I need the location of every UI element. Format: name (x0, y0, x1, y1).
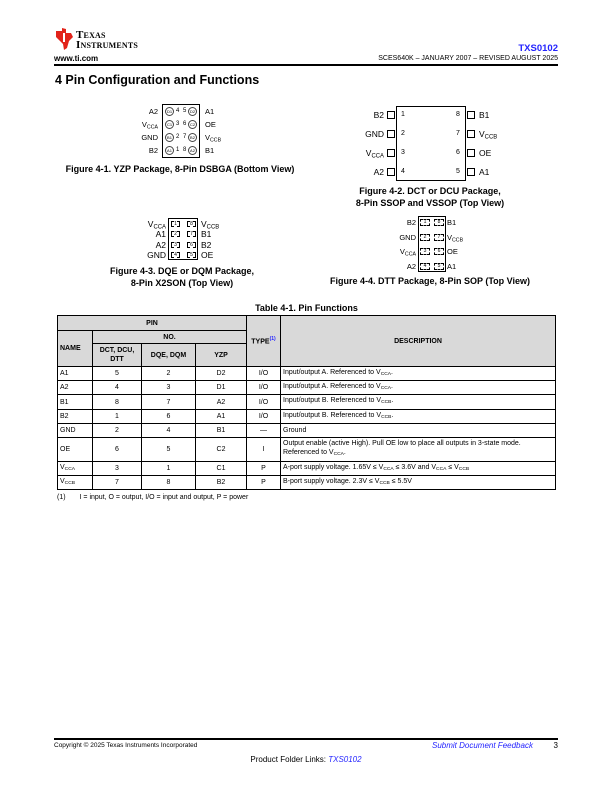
text-segment: B2 (148, 146, 158, 155)
pin-dqe: 6 (142, 409, 196, 423)
pin-description (281, 409, 556, 423)
pin-label-left (407, 262, 416, 271)
text-segment: B1 (205, 146, 215, 155)
header-type (247, 316, 281, 367)
text-segment: V (479, 129, 485, 139)
header-dct: DCT, DCU, DTT (93, 344, 142, 367)
pin-number: 8 (456, 111, 460, 118)
pin-label-right (479, 167, 489, 177)
text-segment: B2 (373, 110, 384, 120)
pin-label-right (205, 120, 216, 129)
pin-pad: 4 (420, 263, 430, 270)
footer-rule (54, 738, 558, 740)
text-segment: Ground (283, 426, 307, 434)
pin-pad: 1 (171, 221, 180, 227)
pin-label-left (141, 133, 158, 142)
text-segment: OE (447, 247, 458, 256)
pin-description (281, 395, 556, 409)
pin-label-right (201, 240, 211, 250)
text-segment: V (60, 463, 65, 471)
caption-line: 8-Pin SSOP and VSSOP (Top View) (355, 198, 505, 208)
header-name: NAME (58, 331, 93, 367)
table-row (58, 409, 556, 423)
pin-dqe: 4 (142, 423, 196, 437)
pin-dct: 5 (93, 367, 142, 381)
copyright: Copyright © 2025 Texas Instruments Incorporated (54, 742, 198, 749)
pin-type: P (247, 461, 281, 475)
pin-pad (387, 130, 395, 138)
pin-yzp: C2 (196, 437, 247, 461)
pin-label-right (479, 148, 491, 158)
pin-pad (387, 111, 395, 119)
text-segment: A1 (205, 107, 215, 116)
pin-name (58, 423, 93, 437)
text-segment: B-port supply voltage. 2.3V ≤ V (283, 478, 380, 486)
figure-4-3-caption (72, 265, 292, 289)
pin-type: I/O (247, 367, 281, 381)
subscript-text: CCB (458, 467, 470, 473)
text-segment: B2 (60, 412, 69, 420)
pin-number: 5 (183, 108, 187, 114)
pin-number: 8 (183, 147, 187, 153)
pin-dqe: 3 (142, 381, 196, 395)
text-segment: A1 (155, 229, 166, 240)
pin-name (58, 381, 93, 395)
pin-label-left (142, 120, 158, 132)
pin-description (281, 437, 556, 461)
caption-line: Figure 4-3. DQE or DQM Package, (109, 266, 255, 276)
pin-name (58, 461, 93, 475)
pin-pad: 7 (187, 231, 196, 237)
header-dqe: DQE, DQM (142, 344, 196, 367)
figure-4-2-caption (320, 185, 540, 209)
pin-dct: 4 (93, 381, 142, 395)
pin-pad (467, 111, 475, 119)
pin-label-left (365, 129, 384, 139)
text-segment: . (391, 369, 393, 376)
pin-label-right (447, 247, 458, 256)
text-segment: . (391, 411, 394, 419)
table-row (58, 461, 556, 475)
pin-label-left (156, 229, 166, 239)
subscript-text: CCA (380, 386, 392, 392)
pin-dct: 3 (93, 461, 142, 475)
pin-label-right (479, 110, 489, 120)
pin-dqe: 7 (142, 395, 196, 409)
subscript-text: CCA (64, 467, 75, 473)
subscript-text: CCA (371, 153, 384, 160)
logo-line1: Texas (76, 29, 106, 41)
pin-yzp: B2 (196, 476, 247, 490)
text-segment: GND (141, 133, 158, 142)
text-segment: V (60, 478, 65, 486)
text-segment: V (147, 219, 154, 229)
subscript-text: CCB (379, 481, 390, 487)
pin-name (58, 367, 93, 381)
submit-feedback-link[interactable]: Submit Document Feedback (432, 741, 533, 750)
pin-dqe: 8 (142, 476, 196, 490)
pin-label-left (400, 247, 416, 259)
pin-label-left (149, 146, 158, 155)
pin-name (58, 409, 93, 423)
pin-number: 3 (176, 121, 180, 127)
header-yzp: YZP (196, 344, 247, 367)
text-segment: V (141, 120, 147, 129)
text-segment: A2 (373, 167, 384, 177)
text-segment: A1 (447, 261, 457, 271)
subscript-text: CCA (380, 372, 392, 378)
pin-dct: 1 (93, 409, 142, 423)
caption-line: 8-Pin X2SON (Top View) (130, 278, 234, 288)
pin-number: 4 (176, 108, 180, 114)
pin-pad: 8 (187, 221, 196, 227)
ball: A2 (188, 146, 197, 155)
header-rule (54, 64, 558, 66)
pin-label-left (147, 250, 166, 260)
pin-pad (387, 149, 395, 157)
ball-d1: B1 (165, 133, 174, 142)
pin-dct: 7 (93, 476, 142, 490)
pin-type: I/O (247, 395, 281, 409)
subscript-text: CCA (404, 251, 416, 258)
text-segment: OE (479, 148, 492, 158)
header-type-label: TYPE (251, 338, 270, 346)
pin-number: 7 (456, 130, 460, 137)
subscript-text: CCB (210, 137, 222, 144)
header-description: DESCRIPTION (281, 316, 556, 367)
figure-4-1-caption: Figure 4-1. YZP Package, 8-Pin DSBGA (Bottom View) (65, 164, 295, 174)
ball-d1: D1 (166, 109, 173, 114)
footnote-mark: (1) (57, 494, 66, 501)
pin-name (58, 395, 93, 409)
text-segment: ≤ 5.5V (389, 478, 412, 486)
pin-yzp: B1 (196, 423, 247, 437)
ball: C2 (189, 122, 196, 127)
pin-label-left (374, 110, 384, 120)
pin-label-left (366, 148, 384, 161)
text-segment: V (201, 219, 207, 229)
page-number: 3 (553, 741, 558, 750)
pin-dct: 8 (93, 395, 142, 409)
text-segment: V (205, 133, 211, 142)
text-segment: V (399, 247, 405, 256)
pin-pad (387, 168, 395, 176)
table-row (58, 367, 556, 381)
table-title: Table 4-1. Pin Functions (255, 303, 358, 313)
pin-type: I (247, 437, 281, 461)
figure-4-4-caption: Figure 4-4. DTT Package, 8-Pin SOP (Top View) (329, 276, 531, 286)
pin-yzp: D1 (196, 381, 247, 395)
pin-pad: 2 (171, 231, 180, 237)
text-segment: . (391, 383, 393, 391)
table-row (58, 395, 556, 409)
pin-pad: 6 (434, 248, 444, 255)
pin-label-left (149, 107, 158, 116)
pin-dqe: 1 (142, 461, 196, 475)
pin-type: I/O (247, 409, 281, 423)
pin-label-right (447, 233, 463, 245)
text-segment: GND (365, 129, 384, 139)
pin-type: I/O (247, 381, 281, 395)
pin-description (281, 381, 556, 395)
subscript-text: CCB (381, 400, 392, 406)
website-link[interactable]: www.ti.com (54, 54, 99, 63)
ball-d1: C1 (166, 122, 173, 127)
text-segment: A1 (60, 370, 69, 378)
subscript-text: CCA (333, 452, 344, 458)
text-segment: Input/output B. Referenced to V (283, 397, 382, 405)
pin-number: 1 (176, 147, 180, 153)
text-segment: Input/output A. Referenced to V (283, 383, 381, 391)
text-segment: B1 (201, 229, 212, 240)
pin-pad: 6 (187, 242, 196, 248)
part-number-link[interactable]: TXS0102 (518, 43, 558, 54)
text-segment: Input/output B. Referenced to V (283, 411, 382, 419)
pin-label-left (374, 167, 384, 177)
table-footnote (57, 494, 248, 501)
pin-pad: 2 (420, 234, 430, 241)
text-segment: OE (60, 445, 71, 453)
text-segment: B1 (60, 398, 69, 406)
text-segment: B2 (201, 239, 212, 250)
pin-label-left (156, 240, 166, 250)
pin-number: 6 (183, 121, 187, 127)
pin-label-right (201, 250, 213, 260)
text-segment: A2 (155, 239, 166, 250)
pin-label-right (447, 262, 456, 271)
pin-number: 7 (183, 134, 187, 140)
text-segment: OE (205, 120, 216, 129)
product-folder-links (0, 755, 612, 764)
pin-name (58, 437, 93, 461)
pin-yzp: C1 (196, 461, 247, 475)
header-pin: PIN (58, 316, 247, 331)
pin-description (281, 461, 556, 475)
subscript-text: CCA (146, 124, 158, 131)
pin-label-right (205, 133, 221, 145)
text-segment: B1 (479, 110, 490, 120)
pin-dct: 6 (93, 437, 142, 461)
doc-revision: SCES640K – JANUARY 2007 – REVISED AUGUST 2025 (378, 55, 558, 62)
table-row (58, 476, 556, 490)
pin-pad: 3 (171, 242, 180, 248)
pin-pad (467, 130, 475, 138)
pin-number: 3 (401, 149, 405, 156)
pin-pad: 8 (434, 219, 444, 226)
text-segment: B1 (447, 218, 457, 227)
text-segment: A2 (60, 384, 69, 392)
pin-label-right (201, 229, 211, 239)
text-segment: ≤ 3.6V and V (393, 463, 437, 471)
links-label: Product Folder Links: (250, 755, 329, 764)
text-segment: A2 (406, 261, 416, 271)
subscript-text: CCB (381, 414, 392, 420)
text-segment: V (447, 232, 453, 242)
pin-pad: 5 (434, 263, 444, 270)
ball-d1: A1 (165, 146, 174, 155)
text-segment: OE (201, 249, 214, 260)
pin-number: 6 (456, 149, 460, 156)
pin-dqe: 5 (142, 437, 196, 461)
text-segment: A1 (479, 167, 490, 177)
pin-pad: 3 (420, 248, 430, 255)
subscript-text: CCB (206, 224, 220, 231)
pin-type: P (247, 476, 281, 490)
pin-number: 1 (401, 111, 405, 118)
pin-description (281, 423, 556, 437)
text-segment: Input/output A. Referenced to V (283, 369, 381, 376)
subscript-text: CCB (484, 134, 498, 141)
pin-number: 2 (401, 130, 405, 137)
pin-dqe: 2 (142, 367, 196, 381)
ti-logo-icon (54, 28, 74, 50)
pin-yzp: A1 (196, 409, 247, 423)
pin-label-left (407, 218, 416, 227)
pin-pad (467, 168, 475, 176)
pin-description (281, 367, 556, 381)
section-title: 4 Pin Configuration and Functions (55, 73, 260, 87)
logo-line2: Instruments (76, 39, 139, 51)
caption-line: Figure 4-2. DCT or DCU Package, (359, 186, 501, 196)
text-segment: ≤ V (446, 463, 459, 471)
subscript-text: CCB (452, 236, 464, 243)
pin-label-left (399, 233, 416, 242)
footnote-text: I = input, O = output, I/O = input and output, P = power (79, 494, 249, 501)
product-folder-link[interactable]: TXS0102 (328, 755, 362, 764)
ball: B2 (188, 133, 197, 142)
text-segment: GND (60, 426, 76, 434)
text-segment: A-port supply voltage. 1.65V ≤ V (283, 463, 384, 471)
subscript-text: CCA (436, 467, 447, 473)
pin-functions-table (57, 315, 556, 490)
pin-number: 4 (401, 168, 405, 175)
text-segment: . (343, 449, 346, 457)
text-segment: V (365, 148, 372, 158)
pin-yzp: D2 (196, 367, 247, 381)
pin-label-right (205, 107, 214, 116)
pin-pad: 7 (434, 234, 444, 241)
pin-dct: 2 (93, 423, 142, 437)
table-row (58, 381, 556, 395)
subscript-text: CCA (153, 224, 166, 231)
text-segment: Output enable (active High). Pull OE low to place all outputs in 3-state mode. Referenced to V (283, 440, 521, 457)
text-segment: . (391, 397, 394, 405)
ball: D2 (189, 109, 196, 114)
pin-pad (467, 149, 475, 157)
pin-pad: 5 (187, 252, 196, 258)
pin-number: 2 (176, 134, 180, 140)
table-row (58, 423, 556, 437)
table-row (58, 437, 556, 461)
pin-number: 5 (456, 168, 460, 175)
text-segment: B2 (406, 218, 416, 227)
pin-pad: 4 (171, 252, 180, 258)
subscript-text: CCB (64, 481, 75, 487)
pin-type: — (247, 423, 281, 437)
pin-name (58, 476, 93, 490)
header-no: NO. (93, 331, 247, 344)
pin-label-right (479, 129, 497, 142)
text-segment: GND (399, 232, 416, 242)
text-segment: A2 (148, 107, 158, 116)
text-segment: GND (147, 249, 166, 260)
pin-description (281, 476, 556, 490)
footnote-link[interactable]: (1) (269, 336, 276, 343)
pin-label-right (447, 218, 456, 227)
pin-yzp: A2 (196, 395, 247, 409)
subscript-text: CCA (383, 467, 394, 473)
pin-label-right (205, 146, 214, 155)
pin-pad: 1 (420, 219, 430, 226)
